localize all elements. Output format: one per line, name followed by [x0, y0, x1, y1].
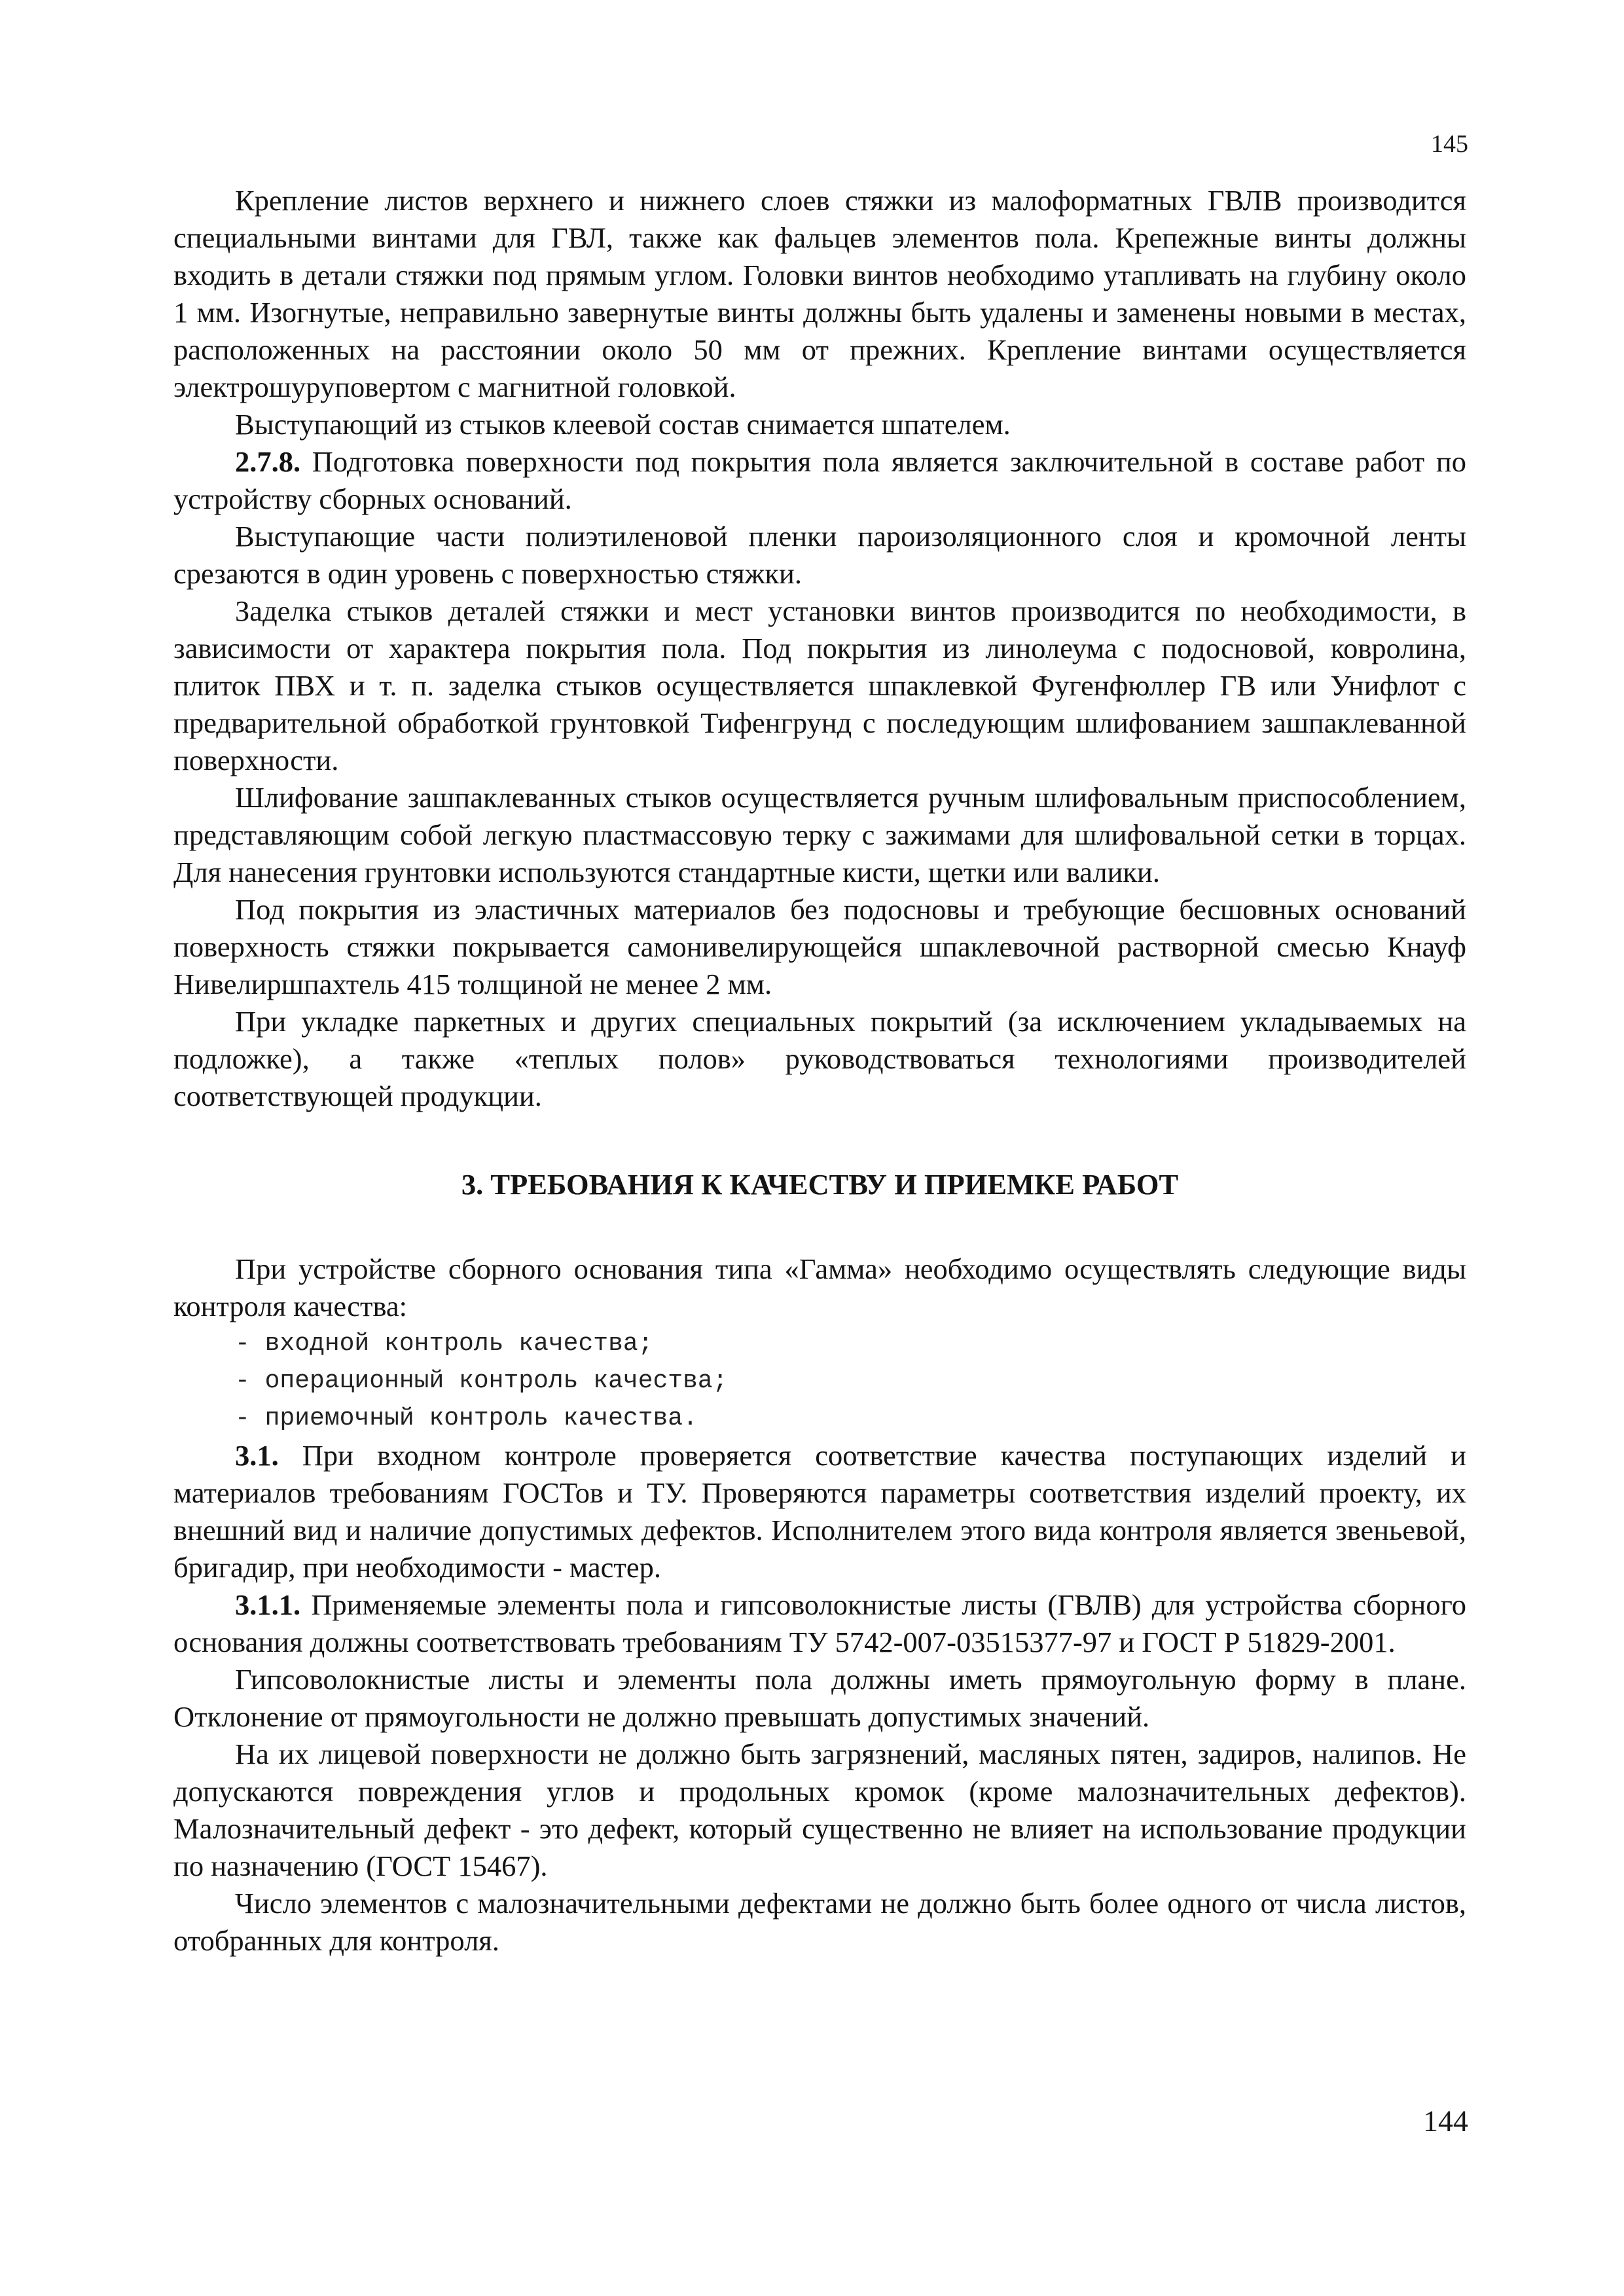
- paragraph-text: Подготовка поверхности под покрытия пола является заключительной в составе работ по устройству сборных оснований.: [173, 445, 1466, 515]
- paragraph: [173, 1003, 1466, 1115]
- paragraph: [173, 891, 1466, 1003]
- paragraph-text: Число элементов с малозначительными дефектами не должно быть более одного от числа листов, отобранных для контроля.: [173, 1887, 1466, 1957]
- intro-paragraph: При устройстве сборного основания типа «Гамма» необходимо осуществлять следующие виды контроля качества:: [173, 1252, 1466, 1322]
- paragraph-text: Заделка стыков деталей стяжки и мест установки винтов производится по необходимости, в зависимости от характера покрытия пола. Под покрытия из линолеума с подосновой, ковролина, плиток ПВХ и т. п. заделка стыков осуществляется шпаклевкой Фугенфюллер ГВ или Унифлот с предварительной обработкой грунтовкой Тифенгрунд с последующим шлифованием зашпаклеванной поверхности.: [173, 594, 1466, 776]
- paragraph-text: Выступающий из стыков клеевой состав снимается шпателем.: [235, 408, 1011, 441]
- paragraph-text: Применяемые элементы пола и гипсоволокнистые листы (ГВЛВ) для устройства сборного основания должны соответствовать требованиям ТУ 5742-007-03515377-97 и ГОСТ Р 51829-2001.: [173, 1588, 1466, 1658]
- section-heading: 3. ТРЕБОВАНИЯ К КАЧЕСТВУ И ПРИЕМКЕ РАБОТ: [461, 1168, 1179, 1201]
- paragraph: [173, 1885, 1466, 1959]
- paragraph-text: Крепление листов верхнего и нижнего слоев стяжки из малоформатных ГВЛВ производится специальными винтами для ГВЛ, также как фальцев элементов пола. Крепежные винты должны входить в детали стяжки под прямым углом. Головки винтов необходимо утапливать на глубину около 1 мм. Изогнутые, неправильно завернутые винты должны быть удалены и заменены новыми в местах, расположенных на расстоянии около 50 мм от прежних. Крепление винтами осуществляется электрошуруповертом с магнитной головкой.: [173, 184, 1466, 403]
- paragraph-lead: 3.1.1.: [235, 1588, 301, 1621]
- paragraph: [173, 1437, 1466, 1586]
- paragraph-text: На их лицевой поверхности не должно быть загрязнений, масляных пятен, задиров, налипов. Не допускаются повреждения углов и продольных кромок (кроме малозначительных дефектов). Малозначительный дефект - это дефект, который существенно не влияет на использование продукции по назначению (ГОСТ 15467).: [173, 1738, 1466, 1882]
- paragraph-text: Шлифование зашпаклеванных стыков осуществляется ручным шлифовальным приспособлением, представляющим собой легкую пластмассовую терку с зажимами для шлифовальной сетки в торцах. Для нанесения грунтовки используются стандартные кисти, щетки или валики.: [173, 781, 1466, 888]
- paragraph: [173, 1586, 1466, 1661]
- paragraph-text: При входном контроле проверяется соответствие качества поступающих изделий и материалов требованиям ГОСТов и ТУ. Проверяются параметры соответствия изделий проекту, их внешний вид и наличие допустимых дефектов. Исполнителем этого вида контроля является звеньевой, бригадир, при необходимости - мастер.: [173, 1439, 1466, 1584]
- page-number-top: 145: [1431, 130, 1468, 158]
- list-item: - приемочный контроль качества.: [235, 1404, 698, 1432]
- paragraph: [173, 443, 1466, 518]
- page-body: [173, 182, 1466, 1959]
- paragraph: [173, 592, 1466, 779]
- paragraph: [173, 1661, 1466, 1736]
- paragraph: [173, 182, 1466, 406]
- paragraph-text: Под покрытия из эластичных материалов без подосновы и требующие бесшовных оснований поверхность стяжки покрывается самонивелирующейся шпаклевочной растворной смесью Кнауф Нивелиршпахтель 415 толщиной не менее 2 мм.: [173, 893, 1466, 1000]
- paragraph-text: Выступающие части полиэтиленовой пленки пароизоляционного слоя и кромочной ленты срезаются в один уровень с поверхностью стяжки.: [173, 520, 1466, 590]
- paragraph-text: Гипсоволокнистые листы и элементы пола должны иметь прямоугольную форму в плане. Отклонение от прямоугольности не должно превышать допустимых значений.: [173, 1663, 1466, 1733]
- paragraph: [173, 1736, 1466, 1885]
- paragraphs-before: [173, 182, 1466, 1115]
- paragraphs-after: [173, 1437, 1466, 1959]
- list-item: - операционный контроль качества;: [235, 1367, 728, 1395]
- paragraph: [173, 406, 1466, 443]
- control-list: [173, 1325, 1466, 1437]
- paragraph-lead: 2.7.8.: [235, 445, 301, 478]
- paragraph-lead: 3.1.: [235, 1439, 279, 1472]
- paragraph: [173, 779, 1466, 891]
- paragraph-text: При укладке паркетных и других специальных покрытий (за исключением укладываемых на подложке), а также «теплых полов» руководствоваться технологиями производителей соответствующей продукции.: [173, 1005, 1466, 1112]
- page-number-bottom: 144: [1423, 2104, 1468, 2138]
- paragraph: [173, 518, 1466, 592]
- list-item: - входной контроль качества;: [235, 1330, 653, 1358]
